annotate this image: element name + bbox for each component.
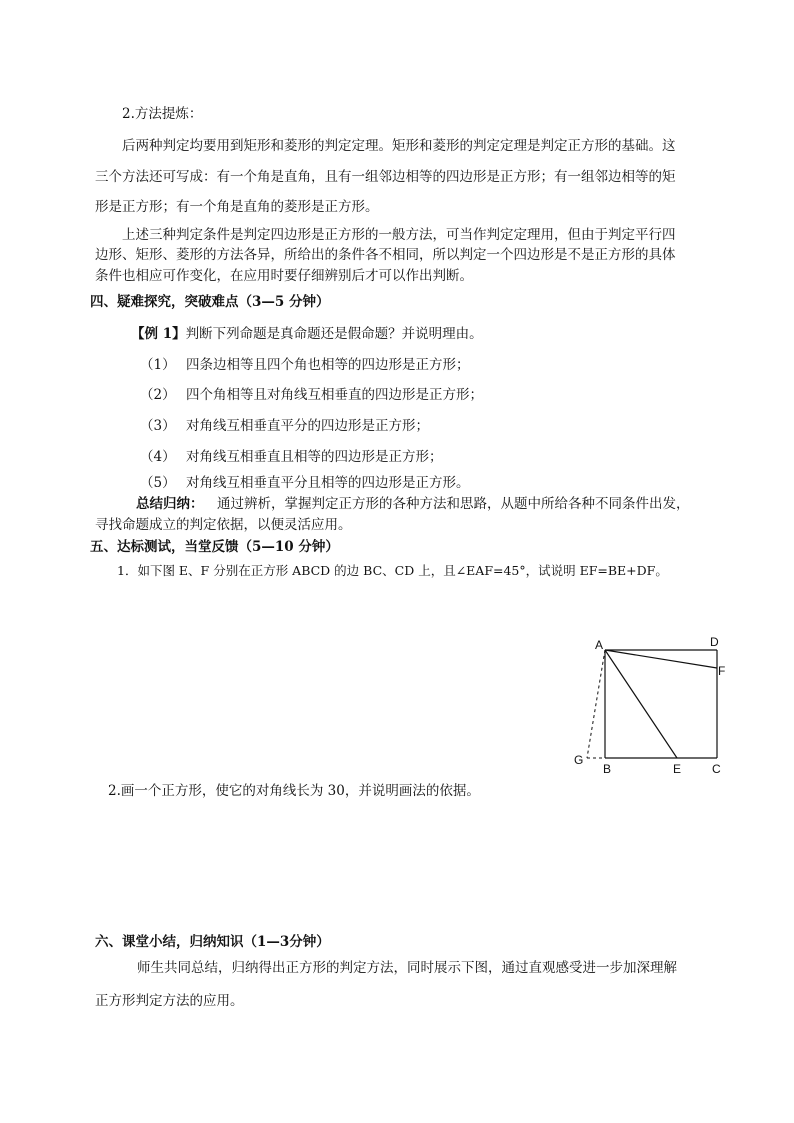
label-a: A bbox=[595, 638, 604, 652]
square-figure bbox=[570, 630, 740, 780]
method-para1-line2: 三个方法还可写成：有一个角是直角，且有一组邻边相等的四边形是正方形；有一组邻边相等的矩 bbox=[95, 169, 676, 185]
list-item bbox=[140, 414, 429, 434]
section6-line2: 正方形判定方法的应用。 bbox=[95, 993, 244, 1009]
label-c: C bbox=[712, 762, 721, 776]
method-para1-line1: 后两种判定均要用到矩形和菱形的判定定理。矩形和菱形的判定定理是判定正方形的基础。这 bbox=[122, 138, 676, 154]
item-text: 对角线互相垂直平分且相等的四边形是正方形。 bbox=[186, 475, 470, 491]
question-1: 1．如下图 E、F 分别在正方形 ABCD 的边 BC、CD 上，且∠EAF=45°，试说明 EF=BE+DF。 bbox=[117, 563, 668, 578]
item-text: 四个角相等且对角线互相垂直的四边形是正方形； bbox=[186, 387, 483, 403]
method-para2-line2: 边形、矩形、菱形的方法各异，所给出的条件各不相同，所以判定一个四边形是不是正方形的具体 bbox=[95, 247, 676, 263]
section4-heading: 四、疑难探究，突破难点（3—5 分钟） bbox=[90, 294, 330, 310]
item-text: 四条边相等且四个角也相等的四边形是正方形； bbox=[186, 357, 470, 373]
label-g: G bbox=[574, 753, 584, 767]
list-item bbox=[140, 445, 443, 465]
list-item bbox=[140, 353, 470, 373]
item-text: 对角线互相垂直且相等的四边形是正方形； bbox=[186, 449, 443, 465]
section5-heading: 五、达标测试，当堂反馈（5—10 分钟） bbox=[90, 539, 339, 555]
method-para2-line3: 条件也相应可作变化，在应用时要仔细辨别后才可以作出判断。 bbox=[95, 268, 473, 284]
label-b: B bbox=[603, 762, 612, 776]
method-para2-line1: 上述三种判定条件是判定四边形是正方形的一般方法，可当作判定定理用，但由于判定平行四 bbox=[122, 227, 676, 243]
item-number: （3） bbox=[140, 418, 176, 434]
example1-tag: 【例 1】 bbox=[131, 326, 186, 342]
method-para1-line3: 形是正方形；有一个角是直角的菱形是正方形。 bbox=[95, 199, 379, 215]
segment-af bbox=[605, 650, 717, 668]
question-2: 2.画一个正方形，使它的对角线长为 30，并说明画法的依据。 bbox=[108, 783, 480, 799]
item-text: 对角线互相垂直平分的四边形是正方形； bbox=[186, 418, 429, 434]
section6-heading: 六、课堂小结，归纳知识（1—3分钟） bbox=[95, 934, 330, 950]
item-number: （5） bbox=[140, 475, 176, 491]
item-number: （2） bbox=[140, 387, 176, 403]
summary-line2: 寻找命题成立的判定依据，以便灵活应用。 bbox=[95, 517, 352, 533]
method-heading: 2.方法提炼： bbox=[122, 106, 203, 122]
label-f: F bbox=[718, 664, 726, 678]
list-item bbox=[140, 471, 470, 491]
section6-line1: 师生共同总结，归纳得出正方形的判定方法，同时展示下图，通过直观感受进一步加深理解 bbox=[137, 960, 677, 976]
example1 bbox=[131, 322, 483, 342]
list-item bbox=[140, 383, 483, 403]
label-d: D bbox=[710, 635, 719, 649]
segment-ag-dashed bbox=[587, 650, 605, 758]
summary-line1: 总结归纳： 通过辨析，掌握判定正方形的各种方法和思路，从题中所给各种不同条件出发， bbox=[136, 496, 690, 512]
segment-ae bbox=[605, 650, 677, 758]
label-e: E bbox=[673, 762, 682, 776]
item-number: （4） bbox=[140, 449, 176, 465]
example1-text: 判断下列命题是真命题还是假命题？并说明理由。 bbox=[185, 326, 483, 342]
item-number: （1） bbox=[140, 357, 176, 373]
summary-label: 总结归纳： bbox=[136, 496, 204, 512]
